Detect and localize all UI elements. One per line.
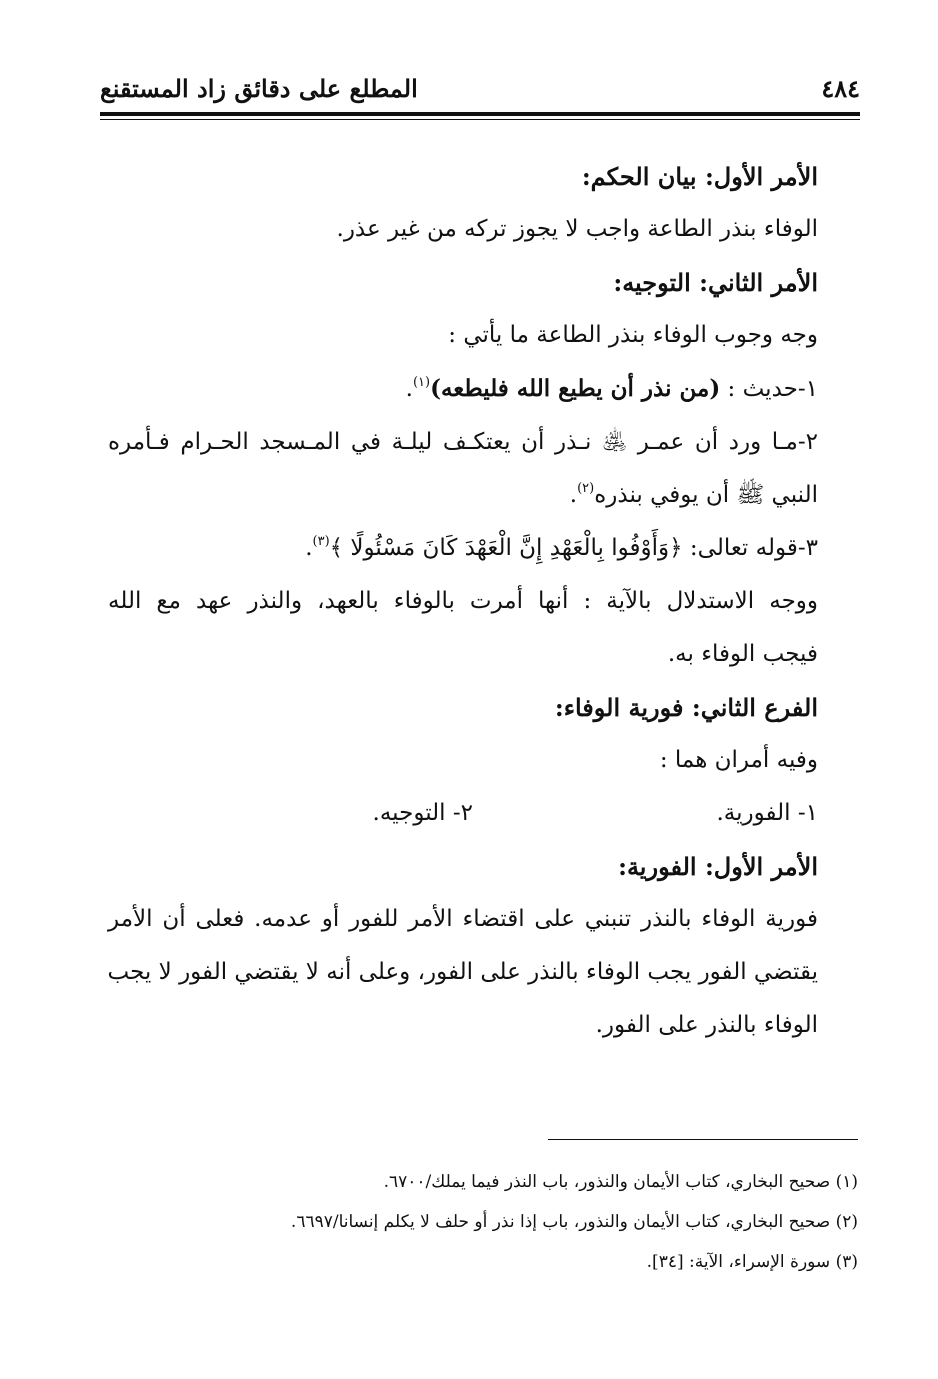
footnote-separator [548, 1139, 858, 1140]
item-2-text: النبي ﷺ أن يوفي بنذره [594, 482, 818, 508]
hadith-quote: (من نذر أن يطيع الله فليطعه) [430, 375, 721, 402]
sub-item-2: ٢- التوجيه. [372, 800, 473, 826]
footnote-2: (٢) صحيح البخاري، كتاب الأيمان والنذور، باب إذا نذر أو حلف لا يكلم إنسانا/٦٦٩٧. [290, 1212, 858, 1232]
list-item-2-line-1: ٢-مـا ورد أن عمـر ﵁ نـذر أن يعتكـف ليلـة في المـسجد الحـرام فـأمره [108, 429, 818, 455]
heading-immediacy: الأمر الأول: الفورية: [618, 852, 818, 881]
footnote-1: (١) صحيح البخاري، كتاب الأيمان والنذور، باب النذر فيما يملك/٦٧٠٠. [383, 1172, 858, 1192]
list-item-1: ١-حديث : (من نذر أن يطيع الله فليطعه)$^{(١)}$. [405, 375, 818, 402]
paragraph-inference-line-2: فيجب الوفاء به. [667, 641, 818, 667]
sub-item-1: ١- الفورية. [716, 800, 818, 826]
footnote-3: (٣) سورة الإسراء، الآية: [٣٤]. [646, 1252, 858, 1272]
header-rule-thin [100, 119, 860, 120]
paragraph-two-matters: وفيه أمران هما : [659, 747, 818, 773]
heading-justification: الأمر الثاني: التوجيه: [613, 268, 818, 297]
quran-verse: ٣-قوله تعالى: ﴿وَأَوْفُوا بِالْعَهْدِ إِنَّ الْعَهْدَ كَانَ مَسْئُولًا ﴾ [329, 535, 818, 561]
heading-ruling: الأمر الأول: بيان الحكم: [581, 162, 818, 191]
paragraph-ruling: الوفاء بنذر الطاعة واجب لا يجوز تركه من غير عذر. [336, 216, 818, 242]
paragraph-immediacy-line-1: فورية الوفاء بالنذر تنبني على اقتضاء الأمر للفور أو عدمه. فعلى أن الأمر [108, 906, 818, 932]
running-title: المطلع على دقائق زاد المستقنع [100, 74, 418, 103]
main-text [108, 150, 818, 1052]
sub-items-row [108, 787, 818, 840]
paragraph-intro: وجه وجوب الوفاء بنذر الطاعة ما يأتي : [448, 322, 818, 348]
page-header [100, 72, 860, 112]
footnote-ref-2: (٢) [577, 481, 595, 496]
page-number: ٤٨٤ [821, 74, 860, 103]
list-item-3: ٣-قوله تعالى: ﴿وَأَوْفُوا بِالْعَهْدِ إِنَّ الْعَهْدَ كَانَ مَسْئُولًا ﴾$^{(٣)}$. [305, 534, 818, 561]
header-rule-thick [100, 112, 860, 116]
footnote-ref-3: (٣) [312, 534, 330, 549]
footnotes [110, 1162, 858, 1282]
paragraph-inference-line-1: ووجه الاستدلال بالآية : أنها أمرت بالوفاء بالعهد، والنذر عهد مع الله [108, 588, 818, 614]
heading-second-branch: الفرع الثاني: فورية الوفاء: [554, 693, 818, 722]
list-item-2-line-2: النبي ﷺ أن يوفي بنذره$^{(٢)}$. [569, 481, 818, 508]
item-1-prefix: ١-حديث : [720, 376, 818, 402]
footnote-ref-1: (١) [412, 375, 431, 390]
paragraph-immediacy-line-2: يقتضي الفور يجب الوفاء بالنذر على الفور، وعلى أنه لا يقتضي الفور لا يجب [107, 959, 818, 985]
paragraph-immediacy-line-3: الوفاء بالنذر على الفور. [595, 1012, 818, 1038]
